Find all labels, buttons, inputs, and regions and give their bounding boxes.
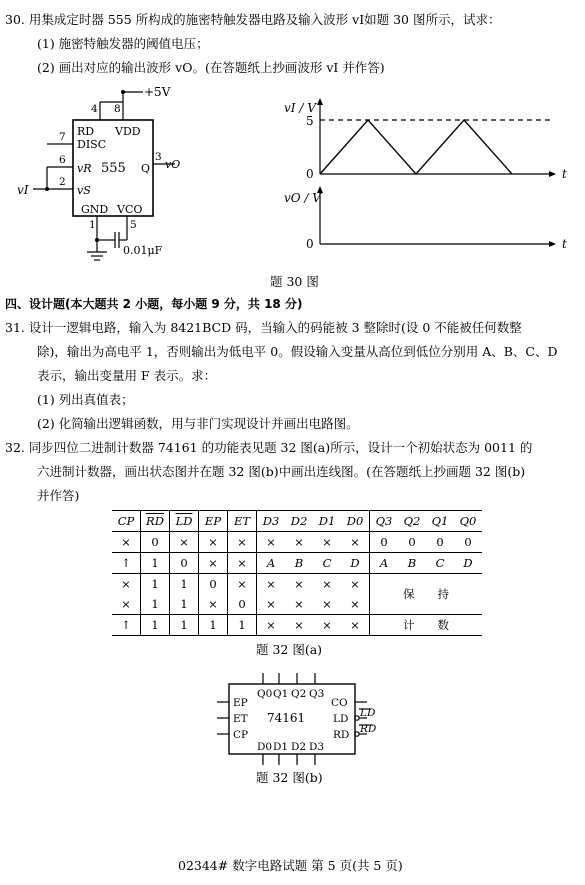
table-header-row xyxy=(112,511,482,532)
table-header: Q0 xyxy=(454,511,482,532)
pin-7: 7 xyxy=(59,131,66,143)
q31-line2: 除)，输出为高电平 1，否则输出为低电平 0。假设输入变量从高位到低位分别用 A、B、C、D xyxy=(37,344,558,359)
table-row: × 1 1 × 0 × × × × xyxy=(112,594,482,615)
pin-5: 5 xyxy=(130,219,137,231)
vdd-pin-label: VDD xyxy=(115,125,141,138)
chip-555-label: 555 xyxy=(101,161,126,176)
table-header: D0 xyxy=(341,511,370,532)
q32-line1: 32. 同步四位二进制计数器 74161 的功能表见题 32 图(a)所示，设计一个初始状态为 0011 的 xyxy=(5,440,533,455)
table-header: ET xyxy=(228,511,257,532)
waveform-diagram xyxy=(280,98,575,258)
table-header: Q3 xyxy=(370,511,399,532)
rd-output-label: RD xyxy=(360,723,377,735)
table-header: D1 xyxy=(313,511,341,532)
q1-label: Q1 xyxy=(273,688,289,700)
vi-zero-label: 0 xyxy=(306,167,314,181)
q2-label: Q2 xyxy=(291,688,307,700)
vco-pin-label: VCO xyxy=(117,203,143,216)
table-header: Q1 xyxy=(426,511,454,532)
vo-axis-label: vO / V xyxy=(284,191,321,205)
d3-label: D3 xyxy=(309,741,325,753)
schmitt-circuit-diagram xyxy=(15,82,215,272)
section4-title: 四、设计题(本大题共 2 小题，每小题 9 分，共 18 分) xyxy=(5,297,303,311)
co-label: CO xyxy=(331,697,348,709)
table-row: × 1 1 0 × × × × × 保 持 xyxy=(112,574,482,595)
chip-74161-diagram xyxy=(205,670,385,770)
table-header: EP xyxy=(199,511,228,532)
pin-1: 1 xyxy=(89,219,96,231)
vo-output-label: vO xyxy=(165,158,181,171)
pin-8: 8 xyxy=(114,103,121,115)
cp-label: CP xyxy=(233,729,249,741)
vcc-label: +5V xyxy=(144,85,171,99)
fig32b-caption: 题 32 图(b) xyxy=(256,770,323,785)
disc-pin-label: DISC xyxy=(77,138,107,151)
pin-2: 2 xyxy=(59,176,66,188)
pin-3: 3 xyxy=(155,151,162,163)
ep-label: EP xyxy=(233,697,248,709)
d2-label: D2 xyxy=(291,741,307,753)
q3-label: Q3 xyxy=(309,688,325,700)
q32-line3: 并作答) xyxy=(37,488,80,503)
q30-stem: 30. 用集成定时器 555 所构成的施密特触发器电路及输入波形 vI如题 30 图所示，试求： xyxy=(5,12,501,27)
table-row: ↑ 1 0 × × A B C D A B C D xyxy=(112,553,482,574)
q31-line3: 表示，输出变量用 F 表示。求： xyxy=(37,368,217,383)
vs-pin-label: vS xyxy=(77,184,91,197)
rd-pin-label: RD xyxy=(77,125,95,138)
table-header: D3 xyxy=(257,511,286,532)
q32-line2: 六进制计数器，画出状态图并在题 32 图(b)中画出连线图。(在答题纸上抄画题 32 图(b) xyxy=(37,464,526,479)
table-header: $\overline{RD}$ xyxy=(146,514,164,528)
capacitor-value: 0.01μF xyxy=(123,244,163,257)
count-cell: 计 数 xyxy=(370,615,483,636)
table-header: Q2 xyxy=(398,511,426,532)
vi-axis-label: vI / V xyxy=(284,101,316,115)
chip-name: 74161 xyxy=(267,711,306,725)
d0-label: D0 xyxy=(257,741,273,753)
ld-output-label: LD xyxy=(360,707,376,719)
table-row: ↑ 1 1 1 1 × × × × 计 数 xyxy=(112,615,482,636)
t-axis-label-1: t xyxy=(562,167,567,181)
function-table-74161 xyxy=(112,510,482,636)
fig32a-caption: 题 32 图(a) xyxy=(256,642,323,657)
q0-label: Q0 xyxy=(257,688,273,700)
t-axis-label-2: t xyxy=(562,237,567,251)
fig30-caption: 题 30 图 xyxy=(270,274,319,289)
ld-label: LD xyxy=(333,713,349,725)
q-pin-label: Q xyxy=(141,162,151,175)
vo-zero-label: 0 xyxy=(306,237,314,251)
rd-label: RD xyxy=(333,729,350,741)
vi-input-label: vI xyxy=(17,183,29,197)
gnd-pin-label: GND xyxy=(81,203,109,216)
et-label: ET xyxy=(233,713,248,725)
q31-line1: 31. 设计一逻辑电路，输入为 8421BCD 码，当输入的码能被 3 整除时(设 0 不能被任何数整 xyxy=(5,320,522,335)
d1-label: D1 xyxy=(273,741,289,753)
page-footer: 02344# 数字电路试题 第 5 页(共 5 页) xyxy=(178,858,403,873)
pin-6: 6 xyxy=(59,154,66,166)
hold-cell: 保 持 xyxy=(370,574,483,615)
table-row: × 0 × × × × × × × 0 0 0 0 xyxy=(112,532,482,553)
pin-4: 4 xyxy=(91,103,98,115)
q30-part2: (2) 画出对应的输出波形 vO。(在答题纸上抄画波形 vI 并作答) xyxy=(37,60,385,75)
table-header: CP xyxy=(112,511,141,532)
q31-part2: (2) 化简输出逻辑函数，用与非门实现设计并画出电路图。 xyxy=(37,416,359,431)
table-header: $\overline{LD}$ xyxy=(175,514,193,528)
vr-pin-label: vR xyxy=(77,162,92,175)
q30-part1: (1) 施密特触发器的阈值电压； xyxy=(37,36,209,51)
table-header: D2 xyxy=(285,511,313,532)
vi-peak-label: 5 xyxy=(306,114,314,128)
q31-part1: (1) 列出真值表； xyxy=(37,392,134,407)
